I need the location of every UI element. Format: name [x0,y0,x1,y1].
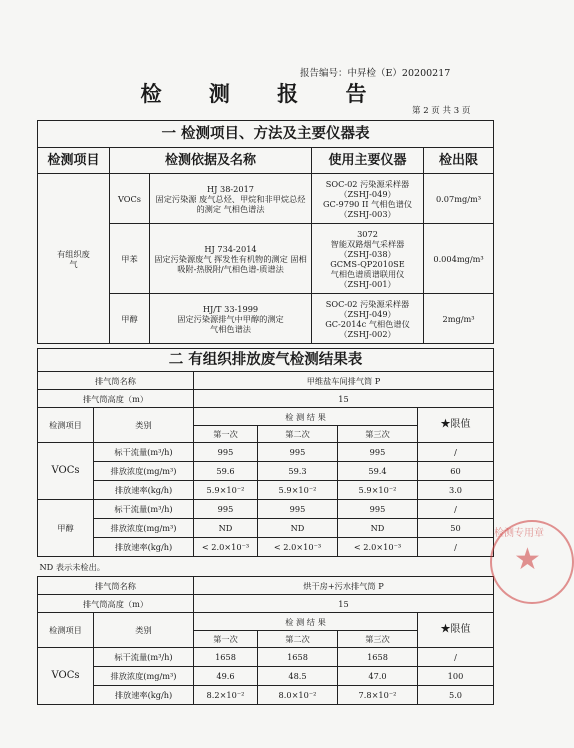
method-row-item: 甲苯 [110,224,150,294]
value-cell: 1658 [258,648,338,667]
value-cell: 5.9×10⁻² [338,481,418,500]
method-row-item: 甲醇 [110,294,150,344]
page-number: 第 2 页 共 3 页 [412,106,471,116]
category-header: 类别 [94,613,194,648]
stack-height-value: 15 [194,390,494,408]
value-cell: < 2.0×10⁻³ [194,538,258,557]
value-cell: < 2.0×10⁻³ [258,538,338,557]
value-cell: 1658 [338,648,418,667]
run1-header: 第一次 [194,426,258,443]
run2-header: 第二次 [258,426,338,443]
value-cell: 59.4 [338,462,418,481]
param-label: 排放浓度(mg/m³) [94,667,194,686]
stack-name-value: 甲维盐车间排气筒 P [194,372,494,390]
value-cell: 8.2×10⁻² [194,686,258,705]
limit-cell: 5.0 [418,686,494,705]
header-item: 检测项目 [38,148,110,174]
value-cell: 49.6 [194,667,258,686]
value-cell: ND [338,519,418,538]
value-cell: 995 [258,443,338,462]
value-cell: < 2.0×10⁻³ [338,538,418,557]
limit-header: ★限值 [418,408,494,443]
limit-cell: / [418,443,494,462]
pollutant-label: 甲醇 [38,500,94,557]
run3-header: 第三次 [338,426,418,443]
method-row-instrument: 3072 智能双路烟气采样器 （ZSHJ-038） GCMS-QP2010SE 气相色谱质谱联用仪 （ZSHJ-001） [312,224,424,294]
value-cell: 1658 [194,648,258,667]
item-header: 检测项目 [38,613,94,648]
method-row-instrument: SOC-02 污染源采样器 （ZSHJ-049） GC-9790 II 气相色谱仪 （ZSHJ-003） [312,174,424,224]
pollutant-label: VOCs [38,648,94,705]
section1-title: 一 检测项目、方法及主要仪器表 [38,121,494,148]
item-header: 检测项目 [38,408,94,443]
limit-cell: / [418,538,494,557]
official-seal [490,520,574,604]
value-cell: 8.0×10⁻² [258,686,338,705]
method-row-limit: 0.004mg/m³ [424,224,494,294]
param-label: 排放浓度(mg/m³) [94,519,194,538]
run2-header: 第二次 [258,631,338,648]
stack-name-value: 烘干房+污水排气筒 P [194,577,494,595]
run3-header: 第三次 [338,631,418,648]
param-label: 标干流量(m³/h) [94,443,194,462]
value-cell: 48.5 [258,667,338,686]
seal-star-icon: ★ [514,542,541,577]
value-cell: 995 [258,500,338,519]
value-cell: 5.9×10⁻² [258,481,338,500]
value-cell: 5.9×10⁻² [194,481,258,500]
header-method: 检测依据及名称 [110,148,312,174]
seal-text: 检测专用章 [494,528,544,539]
value-cell: ND [258,519,338,538]
method-row-method: HJ 734-2014 固定污染源废气 挥发性有机物的测定 固相吸附-热脱附/气相色谱-质谱法 [150,224,312,294]
category-label: 有组织废气 [38,174,110,344]
category-header: 类别 [94,408,194,443]
header-limit: 检出限 [424,148,494,174]
stack-height-label: 排气筒高度（m） [38,595,194,613]
method-row-method: HJ/T 33-1999 固定污染源排气中甲醇的测定 气相色谱法 [150,294,312,344]
nd-note: ND 表示未检出。 [38,557,494,577]
header-instrument: 使用主要仪器 [312,148,424,174]
results-header: 检 测 结 果 [194,613,418,631]
results-table [37,348,494,705]
method-row-item: VOCs [110,174,150,224]
run1-header: 第一次 [194,631,258,648]
param-label: 排放浓度(mg/m³) [94,462,194,481]
stack-name-label: 排气筒名称 [38,577,194,595]
limit-cell: 100 [418,667,494,686]
pollutant-label: VOCs [38,443,94,500]
method-row-instrument: SOC-02 污染源采样器 （ZSHJ-049） GC-2014c 气相色谱仪 （ZSHJ-002） [312,294,424,344]
value-cell: 7.8×10⁻² [338,686,418,705]
limit-cell: 50 [418,519,494,538]
results-header: 检 测 结 果 [194,408,418,426]
limit-cell: 60 [418,462,494,481]
value-cell: ND [194,519,258,538]
section2-title: 二 有组织排放废气检测结果表 [38,349,494,372]
value-cell: 59.3 [258,462,338,481]
report-number: 报告编号：中昇检（E）20200217 [300,68,451,79]
value-cell: 995 [338,500,418,519]
value-cell: 995 [194,500,258,519]
value-cell: 59.6 [194,462,258,481]
param-label: 排放速率(kg/h) [94,481,194,500]
param-label: 标干流量(m³/h) [94,500,194,519]
report-title: 检 测 报 告 [140,81,387,106]
value-cell: 47.0 [338,667,418,686]
methods-table [37,120,494,344]
param-label: 排放速率(kg/h) [94,686,194,705]
limit-cell: 3.0 [418,481,494,500]
method-row-limit: 0.07mg/m³ [424,174,494,224]
limit-header: ★限值 [418,613,494,648]
stack-height-value: 15 [194,595,494,613]
stack-name-label: 排气筒名称 [38,372,194,390]
method-row-limit: 2mg/m³ [424,294,494,344]
param-label: 标干流量(m³/h) [94,648,194,667]
value-cell: 995 [194,443,258,462]
limit-cell: / [418,648,494,667]
value-cell: 995 [338,443,418,462]
limit-cell: / [418,500,494,519]
stack-height-label: 排气筒高度（m） [38,390,194,408]
param-label: 排放速率(kg/h) [94,538,194,557]
method-row-method: HJ 38-2017 固定污染源 废气总烃、甲烷和非甲烷总烃的测定 气相色谱法 [150,174,312,224]
